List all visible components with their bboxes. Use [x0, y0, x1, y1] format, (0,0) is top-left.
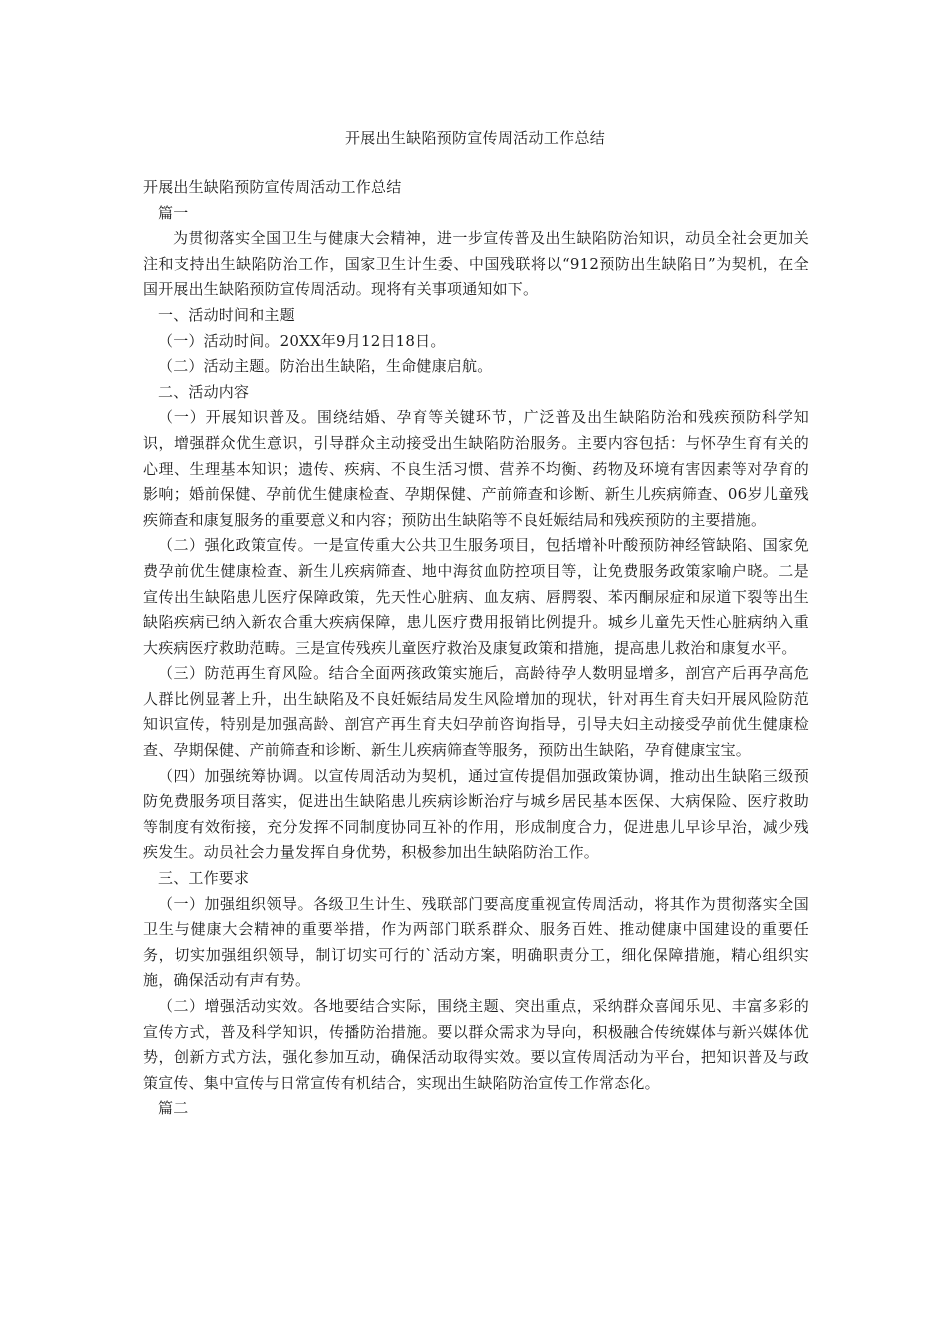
- subtitle-line: 开展出生缺陷预防宣传周活动工作总结: [143, 178, 402, 196]
- heading-activity-content: 二、活动内容: [158, 382, 250, 401]
- paragraph-reproduction-risk: （三）防范再生育风险。结合全面两孩政策实施后，高龄待孕人数明显增多，剖宫产后再孕高危人群比例显著上升，出生缺陷及不良妊娠结局发生风险增加的现状，针对再生育夫妇开展风险防范知识宣传，特别是加强高龄、剖宫产再生育夫妇孕前咨询指导，引导夫妇主动接受孕前优生健康检查、孕期保健、产前筛查和诊断、新生儿疾病筛查等服务，预防出生缺陷，孕育健康宝宝。: [143, 664, 809, 760]
- paragraph-organization-leadership: （一）加强组织领导。各级卫生计生、残联部门要高度重视宣传周活动，将其作为贯彻落实全国卫生与健康大会精神的重要举措，作为两部门联系群众、服务百姓、推动健康中国建设的重要任务，切实加强组织领导，制订切实可行的`活动方案，明确职责分工，细化保障措施，精心组织实施，确保活动有声有势。: [143, 894, 809, 990]
- heading-activity-time-theme: 一、活动时间和主题: [158, 305, 295, 324]
- paragraph-knowledge-popularization: （一）开展知识普及。围绕结婚、孕育等关键环节，广泛普及出生缺陷防治和残疾预防科学知识，增强群众优生意识，引导群众主动接受出生缺陷防治服务。主要内容包括：与怀孕生育有关的心理、生理基本知识；遗传、疾病、不良生活习惯、营养不均衡、药物及环境有害因素等对孕育的影响；婚前保健、孕前优生健康检查、孕期保健、产前筛查和诊断、新生儿疾病筛查、06岁儿童残疾筛查和康复服务的重要意义和内容；预防出生缺陷等不良妊娠结局和残疾预防的主要措施。: [143, 408, 809, 529]
- paragraph-coordination: （四）加强统筹协调。以宣传周活动为契机，通过宣传提倡加强政策协调，推动出生缺陷三级预防免费服务项目落实，促进出生缺陷患儿疾病诊断治疗与城乡居民基本医保、大病保险、医疗救助等制度有效衔接，充分发挥不同制度协同互补的作用，形成制度合力，促进患儿早诊早治，减少残疾发生。动员社会力量发挥自身优势，积极参加出生缺陷防治工作。: [143, 766, 809, 862]
- heading-work-requirements: 三、工作要求: [158, 869, 250, 888]
- intro-paragraph: 为贯彻落实全国卫生与健康大会精神，进一步宣传普及出生缺陷防治知识，动员全社会更加关注和支持出生缺陷防治工作，国家卫生计生委、中国残联将以“912预防出生缺陷日”为契机，在全国开展出生缺陷预防宣传周活动。现将有关事项通知如下。: [143, 229, 809, 299]
- document-title: 开展出生缺陷预防宣传周活动工作总结: [344, 129, 606, 147]
- section-label-part-one: 篇一: [158, 203, 189, 222]
- item-activity-time: （一）活动时间。20XX年9月12日18日。: [158, 331, 446, 350]
- paragraph-policy-promotion: （二）强化政策宣传。一是宣传重大公共卫生服务项目，包括增补叶酸预防神经管缺陷、国家免费孕前优生健康检查、新生儿疾病筛查、地中海贫血防控项目等，让免费服务政策家喻户晓。二是宣传出生缺陷患儿医疗保障政策，先天性心脏病、血友病、唇腭裂、苯丙酮尿症和尿道下裂等出生缺陷疾病已纳入新农合重大疾病保障，患儿医疗费用报销比例提升。城乡儿童先天性心脏病纳入重大疾病医疗救助范畴。三是宣传残疾儿童医疗救治及康复政策和措施，提高患儿救治和康复水平。: [143, 536, 809, 657]
- section-label-part-two: 篇二: [158, 1099, 189, 1118]
- item-activity-theme: （二）活动主题。防治出生缺陷，生命健康启航。: [158, 357, 493, 376]
- document-body: [143, 175, 809, 1122]
- paragraph-activity-effectiveness: （二）增强活动实效。各地要结合实际，围绕主题、突出重点，采纳群众喜闻乐见、丰富多彩的宣传方式，普及科学知识，传播防治措施。要以群众需求为导向，积极融合传统媒体与新兴媒体优势，创新方式方法，强化参加互动，确保活动取得实效。要以宣传周活动为平台，把知识普及与政策宣传、集中宣传与日常宣传有机结合，实现出生缺陷防治宣传工作常态化。: [143, 997, 809, 1092]
